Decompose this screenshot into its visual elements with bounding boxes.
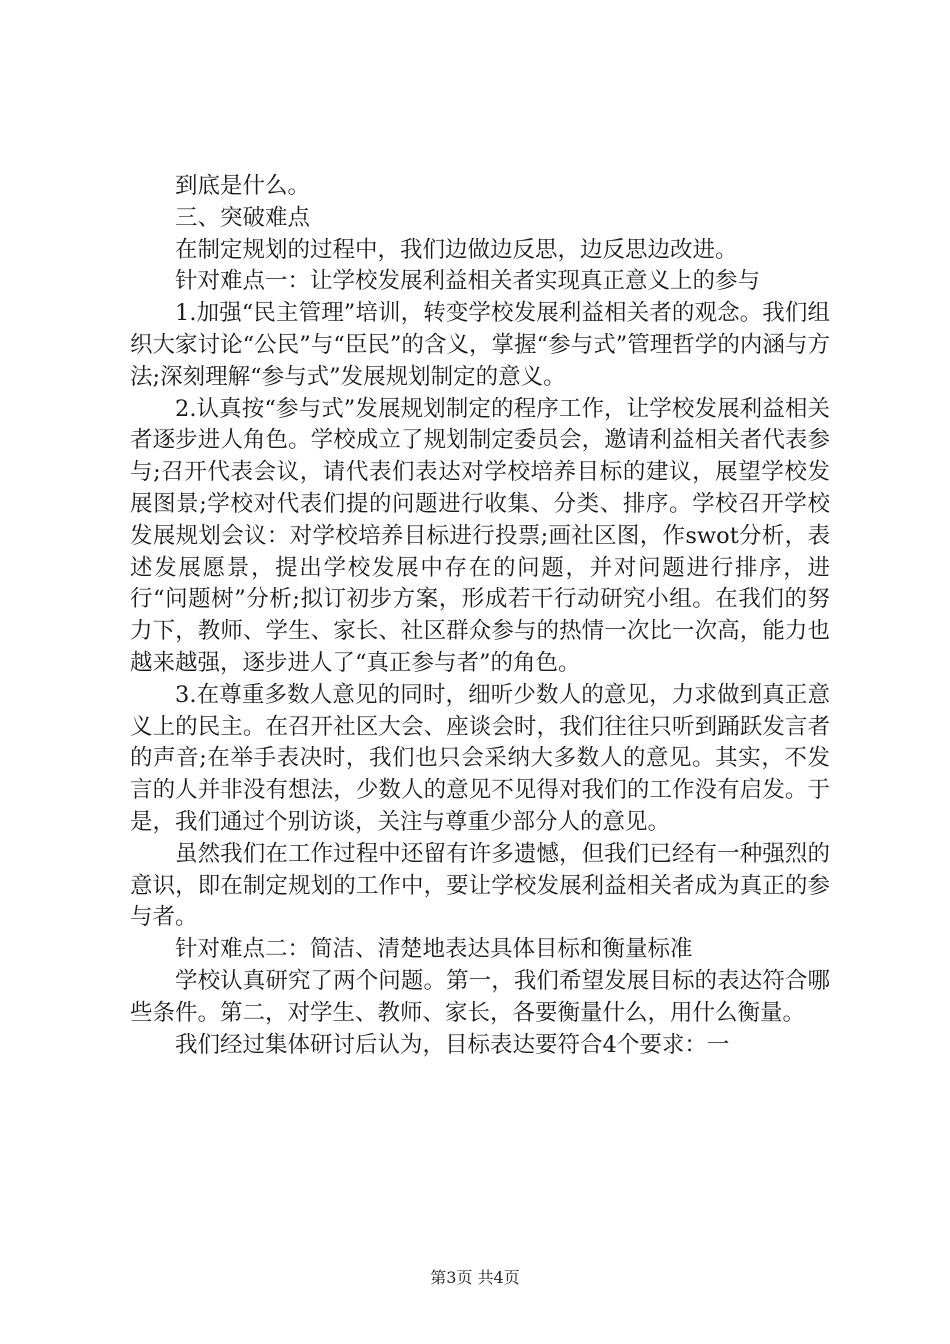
paragraph-two-questions: 学校认真研究了两个问题。第一，我们希望发展目标的表达符合哪些条件。第二，对学生、教师、家长，各要衡量什么，用什么衡量。 [130, 967, 830, 1026]
section-heading-breakthrough: 三、突破难点 [175, 204, 311, 231]
paragraph-item-3: 3.在尊重多数人意见的同时，细听少数人的意见，力求做到真正意义上的民主。在召开社区大会、座谈会时，我们往往只听到踊跃发言者的声音;在举手表决时，我们也只会采纳大多数人的意见。其实，不发言的人并非没有想法，少数人的意见不见得对我们的工作没有启发。于是，我们通过个别访谈，关注与尊重少部分人的意见。 [130, 681, 830, 835]
document-body [130, 171, 830, 1061]
paragraph-continuation: 到底是什么。 [175, 173, 311, 199]
paragraph-intro: 在制定规划的过程中，我们边做边反思，边反思边改进。 [175, 236, 738, 263]
paragraph-reflection: 虽然我们在工作过程中还留有许多遗憾，但我们已经有一种强烈的意识，即在制定规划的工作中，要让学校发展利益相关者成为真正的参与者。 [130, 840, 830, 931]
subheading-difficulty-one: 针对难点一：让学校发展利益相关者实现真正意义上的参与 [175, 268, 761, 295]
paragraph-item-1: 1.加强“民主管理”培训，转变学校发展利益相关者的观念。我们组织大家讨论“公民”与“臣民”的含义，掌握“参与式”管理哲学的内涵与方法;深刻理解“参与式”发展规划制定的意义。 [130, 300, 830, 390]
page-number-footer: 第3页 共4页 [430, 1268, 520, 1287]
subheading-difficulty-two: 针对难点二：简洁、清楚地表达具体目标和衡量标准 [175, 936, 693, 963]
paragraph-item-2: 2.认真按“参与式”发展规划制定的程序工作，让学校发展利益相关者逐步进人角色。学校成立了规划制定委员会，邀请利益相关者代表参与;召开代表会议，请代表们表达对学校培养目标的建议，展望学校发展图景;学校对代表们提的问题进行收集、分类、排序。学校召开学校发展规划会议：对学校培养目标进行投票;画社区图，作swot分析，表述发展愿景，提出学校发展中存在的问题，并对问题进行排序，进行“问题树”分析;拟订初步方案，形成若干行动研究小组。在我们的努力下，教师、学生、家长、社区群众参与的热情一次比一次高，能力也越来越强，逐步进人了“真正参与者”的角色。 [130, 395, 830, 676]
paragraph-four-requirements: 我们经过集体研讨后认为，目标表达要符合4个要求：一 [175, 1031, 730, 1058]
